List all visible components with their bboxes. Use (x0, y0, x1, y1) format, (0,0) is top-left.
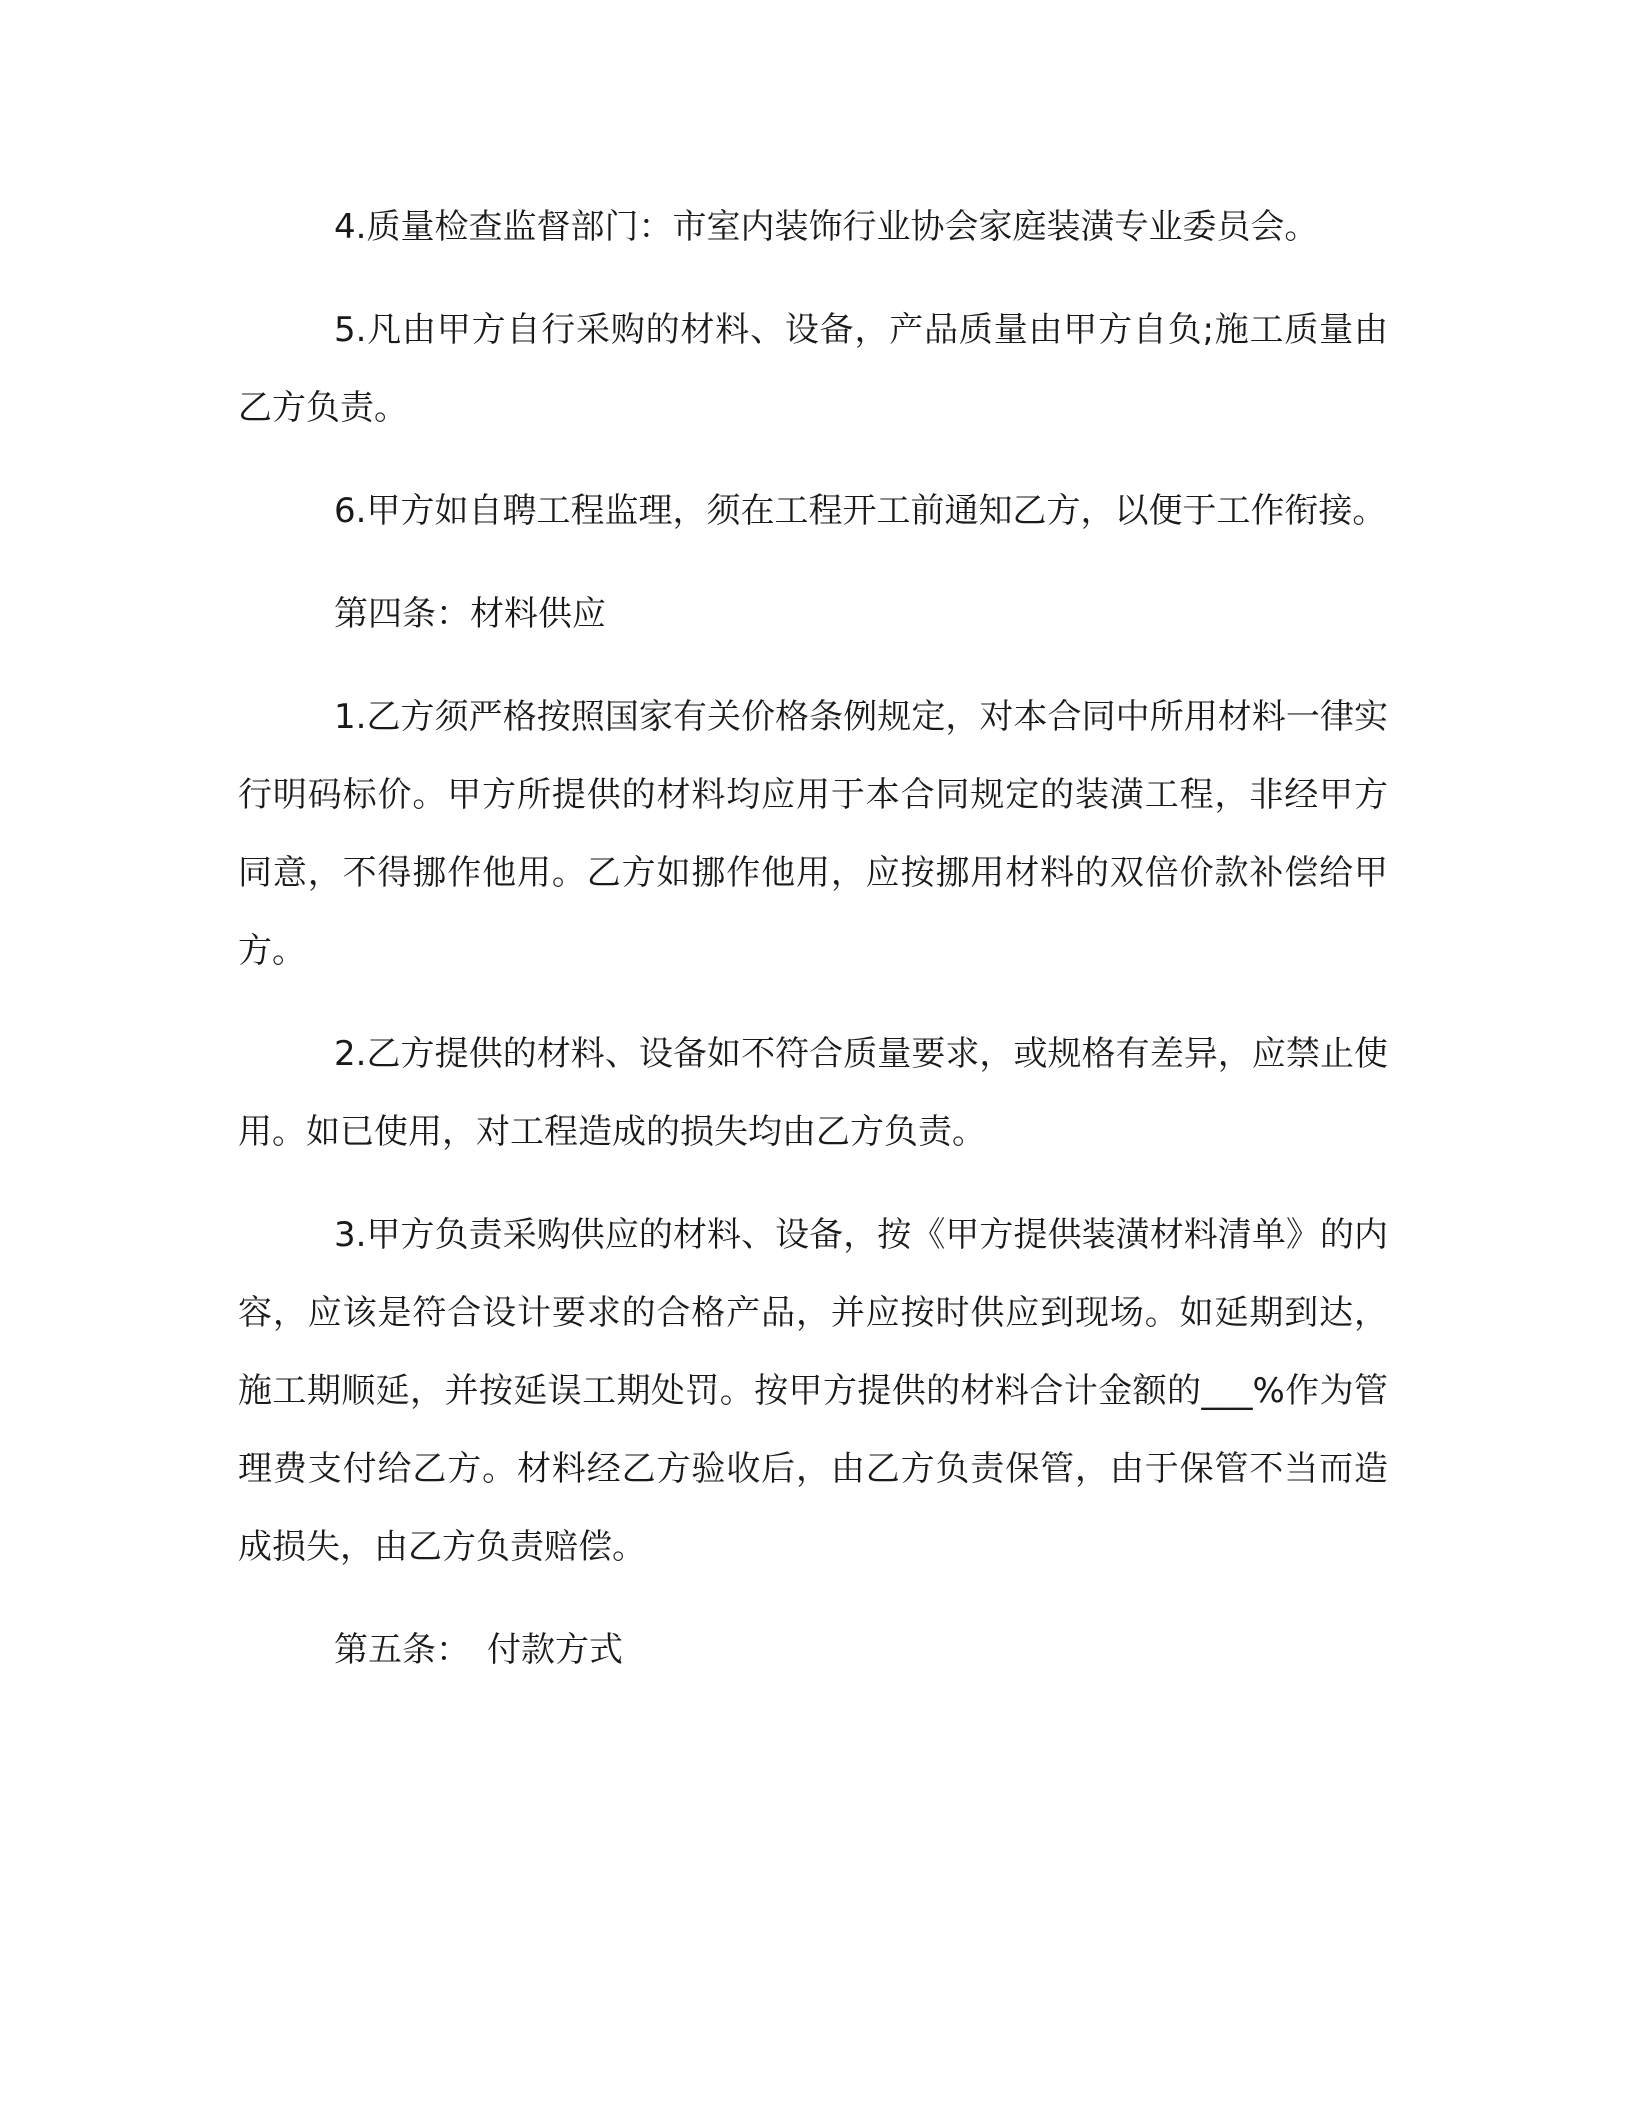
paragraph-material-quality: 2.乙方提供的材料、设备如不符合质量要求，或规格有差异，应禁止使用。如已使用，对工程造成的损失均由乙方负责。 (238, 1034, 1388, 1152)
paragraph-quality-supervision: 4.质量检查监督部门：市室内装饰行业协会家庭装潢专业委员会。 (334, 207, 1319, 247)
paragraph-project-supervisor: 6.甲方如自聘工程监理，须在工程开工前通知乙方，以便于工作衔接。 (334, 491, 1387, 531)
paragraph-party-a-materials: 3.甲方负责采购供应的材料、设备，按《甲方提供装潢材料清单》的内容，应该是符合设计要求的合格产品，并应按时供应到现场。如延期到达，施工期顺延，并按延误工期处罚。按甲方提供的材料合计金额的___%作为管理费支付给乙方。材料经乙方验收后，由乙方负责保管，由于保管不当而造成损失，由乙方负责赔偿。 (238, 1215, 1388, 1567)
section-heading-article-4: 第四条：材料供应 (334, 594, 606, 634)
paragraph-material-pricing: 1.乙方须严格按照国家有关价格条例规定，对本合同中所用材料一律实行明码标价。甲方所提供的材料均应用于本合同规定的装潢工程，非经甲方同意，不得挪作他用。乙方如挪作他用，应按挪用材料的双倍价款补偿给甲方。 (238, 697, 1388, 971)
paragraph-self-purchased-materials: 5.凡由甲方自行采购的材料、设备，产品质量由甲方自负;施工质量由乙方负责。 (238, 310, 1388, 428)
section-heading-article-5: 第五条： 付款方式 (334, 1630, 623, 1670)
document-body (238, 188, 1388, 1714)
